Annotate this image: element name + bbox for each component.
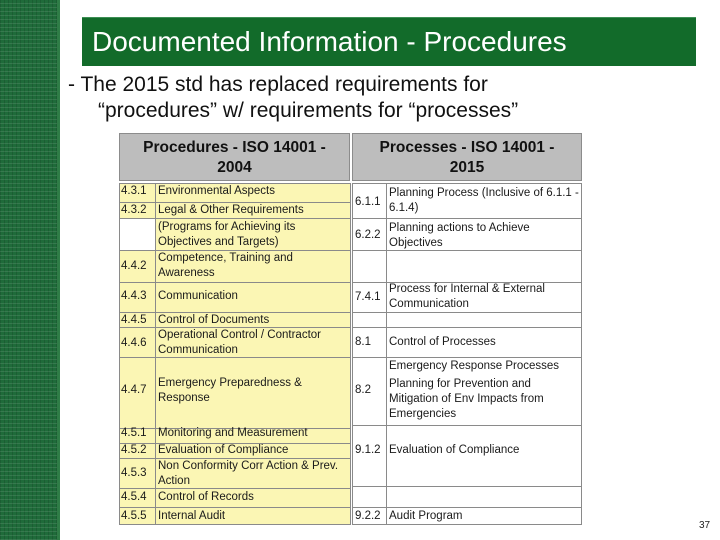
clause-number-2004: 4.4.6 [121,337,147,349]
divider-horizontal [119,218,351,219]
divider-horizontal [352,507,582,508]
clause-title-2015: Control of Processes [389,336,496,348]
header-procedures-2004 [119,133,350,181]
title-bar [82,17,696,66]
clause-title-2015: Evaluation of Compliance [389,444,520,456]
clause-number-2004: 4.4.2 [121,260,147,272]
clause-title-2015: Planning for Prevention and [389,378,531,390]
clause-title-2015: Process for Internal & External [389,283,545,295]
clause-number-2004: 4.3.1 [121,185,147,197]
left-row-bg [119,218,155,250]
clause-title-2004: Communication [158,290,238,302]
clause-number-2004: 4.4.3 [121,290,147,302]
divider-horizontal [352,425,582,426]
clause-number-2004: 4.5.2 [121,444,147,456]
clause-number-2015: 6.1.1 [355,196,381,208]
clause-title-2004: Competence, Training and [158,252,293,264]
bullet-text-line-2: “procedures” w/ requirements for “processes” [98,99,519,122]
clause-title-2015: Communication [389,298,469,310]
clause-title-2015: Planning actions to Achieve [389,222,530,234]
sidebar-pattern [0,0,57,540]
clause-title-2004: Non Conformity Corr Action & Prev. [158,460,339,472]
clause-title-2015: Objectives [389,237,443,249]
header-processes-2015 [352,133,582,181]
divider-horizontal [352,327,582,328]
clause-title-2004: Response [158,392,210,404]
header-left-line-2: 2004 [217,159,252,176]
clause-number-2004: 4.5.3 [121,467,147,479]
clause-number-2015: 9.2.2 [355,510,381,522]
clause-number-2015: 7.4.1 [355,291,381,303]
clause-number-2015: 6.2.2 [355,229,381,241]
clause-title-2004: Objectives and Targets) [158,236,279,248]
clause-number-2004: 4.5.1 [121,427,147,439]
divider-horizontal [352,357,582,358]
sidebar-edge [57,0,60,540]
divider-horizontal [352,250,582,251]
clause-number-2004: 4.5.5 [121,510,147,522]
clause-title-2015: Audit Program [389,510,463,522]
clause-title-2015: Emergency Response Processes [389,360,560,372]
page-title: Documented Information - Procedures [92,26,567,57]
clause-title-2004: Communication [158,344,238,356]
clause-title-2004: Operational Control / Contractor [158,329,321,341]
clause-number-2015: 8.1 [355,336,371,348]
clause-title-2004: Control of Documents [158,314,270,326]
header-right-line-2: 2015 [449,159,485,176]
clause-title-2015: Planning Process (Inclusive of 6.1.1 - [389,187,579,199]
clause-title-2004: Control of Records [158,491,254,503]
clause-number-2004: 4.4.5 [121,314,147,326]
header-left-line-1: Procedures - ISO 14001 - [143,139,326,156]
header-right-line-1: Processes - ISO 14001 - [379,139,555,156]
clause-title-2004: (Programs for Achieving its [158,221,296,233]
divider-horizontal [352,183,582,184]
clause-title-2004: Monitoring and Measurement [158,427,308,439]
divider-horizontal [352,486,582,487]
clause-number-2015: 8.2 [355,384,371,396]
clause-title-2004: Emergency Preparedness & [158,377,302,389]
divider-vertical [119,183,120,525]
clause-title-2004: Evaluation of Compliance [158,444,289,456]
clause-title-2004: Environmental Aspects [158,185,275,197]
divider-horizontal [119,524,351,525]
clause-title-2015: Emergencies [389,408,457,420]
page-number: 37 [699,520,711,531]
clause-number-2015: 9.1.2 [355,444,381,456]
divider-vertical [386,183,387,525]
clause-title-2004: Legal & Other Requirements [158,204,304,216]
comparison-table [119,133,582,525]
clause-title-2015: Mitigation of Env Impacts from [389,393,544,405]
divider-horizontal [119,507,351,508]
divider-horizontal [352,218,582,219]
divider-horizontal [352,524,582,525]
divider-vertical [352,183,353,525]
divider-horizontal [119,282,351,283]
divider-vertical [581,183,582,525]
clause-title-2004: Awareness [158,267,215,279]
clause-title-2015: 6.1.4) [389,202,419,214]
divider-horizontal [352,312,582,313]
clause-title-2004: Action [158,475,190,487]
divider-vertical [155,183,156,525]
clause-number-2004: 4.3.2 [121,204,147,216]
divider-horizontal [119,488,351,489]
clause-number-2004: 4.4.7 [121,384,147,396]
clause-title-2004: Internal Audit [158,510,226,522]
clause-number-2004: 4.5.4 [121,491,147,503]
divider-vertical [350,183,351,525]
bullet-text-line-1: - The 2015 std has replaced requirements for [68,73,488,96]
